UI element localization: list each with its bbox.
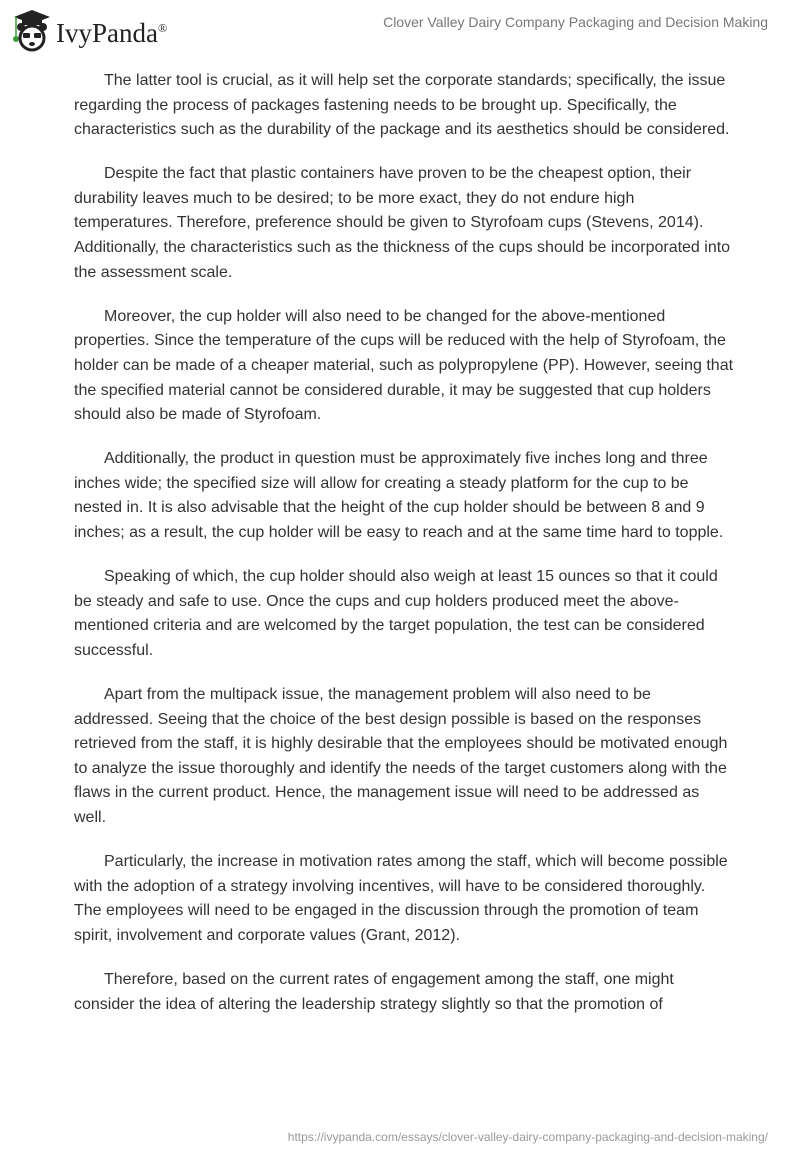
paragraph: Speaking of which, the cup holder should also weigh at least 15 ounces so that it could be steady and safe to use. Once the cups and cup holders produced meet the above-mentioned criteria and are welcomed by the target population, the test can be considered successful. xyxy=(74,568,718,659)
paragraph: Despite the fact that plastic containers have proven to be the cheapest option, their durability leaves much to be desired; to be more exact, they do not endure high temperatures. Therefore, preference should be given to Styrofoam cups (Stevens, 2014). Additionally, the characteristics such as the thickness of the cups should be incorporated into the assessment scale. xyxy=(74,165,731,281)
paragraph: Apart from the multipack issue, the management problem will also need to be addressed. Seeing that the choice of the best design possible is based on the responses retrieved from the staff, it is highly desirable that the employees should be motivated enough to analyze the issue thoroughly and identify the needs of the target customers along with the flaws in the current product. Hence, the management issue will need to be addressed as well. xyxy=(74,685,728,826)
paragraph: Additionally, the product in question must be approximately five inches long and three inches wide; the specified size will allow for creating a steady platform for the cup to be nested in. It is also advisable that the height of the cup holder should be between 8 and 9 inches; as a result, the cup holder will be easy to reach and at the same time hard to topple. xyxy=(74,450,724,541)
source-url[interactable]: https://ivypanda.com/essays/clover-valley-dairy-company-packaging-and-decision-making/ xyxy=(287,1130,768,1144)
brand-name xyxy=(56,18,167,49)
registered-mark: ® xyxy=(157,20,168,35)
ivypanda-logo[interactable] xyxy=(12,8,167,52)
essay-body xyxy=(74,69,734,1037)
document-title: Clover Valley Dairy Company Packaging and Decision Making xyxy=(383,14,768,30)
panda-graduate-icon xyxy=(12,8,52,52)
paragraph: Moreover, the cup holder will also need to be changed for the above-mentioned properties. Since the temperature of the cups will be reduced with the help of Styrofoam, the holder can be made of a cheaper material, such as polypropylene (PP). However, seeing that the specified material cannot be considered durable, it may be suggested that cup holders should also be made of Styrofoam. xyxy=(74,307,734,424)
paragraph: Therefore, based on the current rates of engagement among the staff, one might consider the idea of altering the leadership strategy slightly so that the promotion of xyxy=(74,970,674,1013)
paragraph: Particularly, the increase in motivation rates among the staff, which will become possible with the adoption of a strategy involving incentives, will have to be considered thoroughly. The employees will need to be engaged in the discussion through the promotion of team spirit, involvement and corporate values (Grant, 2012). xyxy=(74,853,728,944)
paragraph: The latter tool is crucial, as it will help set the corporate standards; specifically, the issue regarding the process of packages fastening needs to be brought up. Specifically, the characteristics such as the durability of the package and its aesthetics should be considered. xyxy=(74,72,730,139)
brand-text: IvyPanda xyxy=(56,17,158,48)
